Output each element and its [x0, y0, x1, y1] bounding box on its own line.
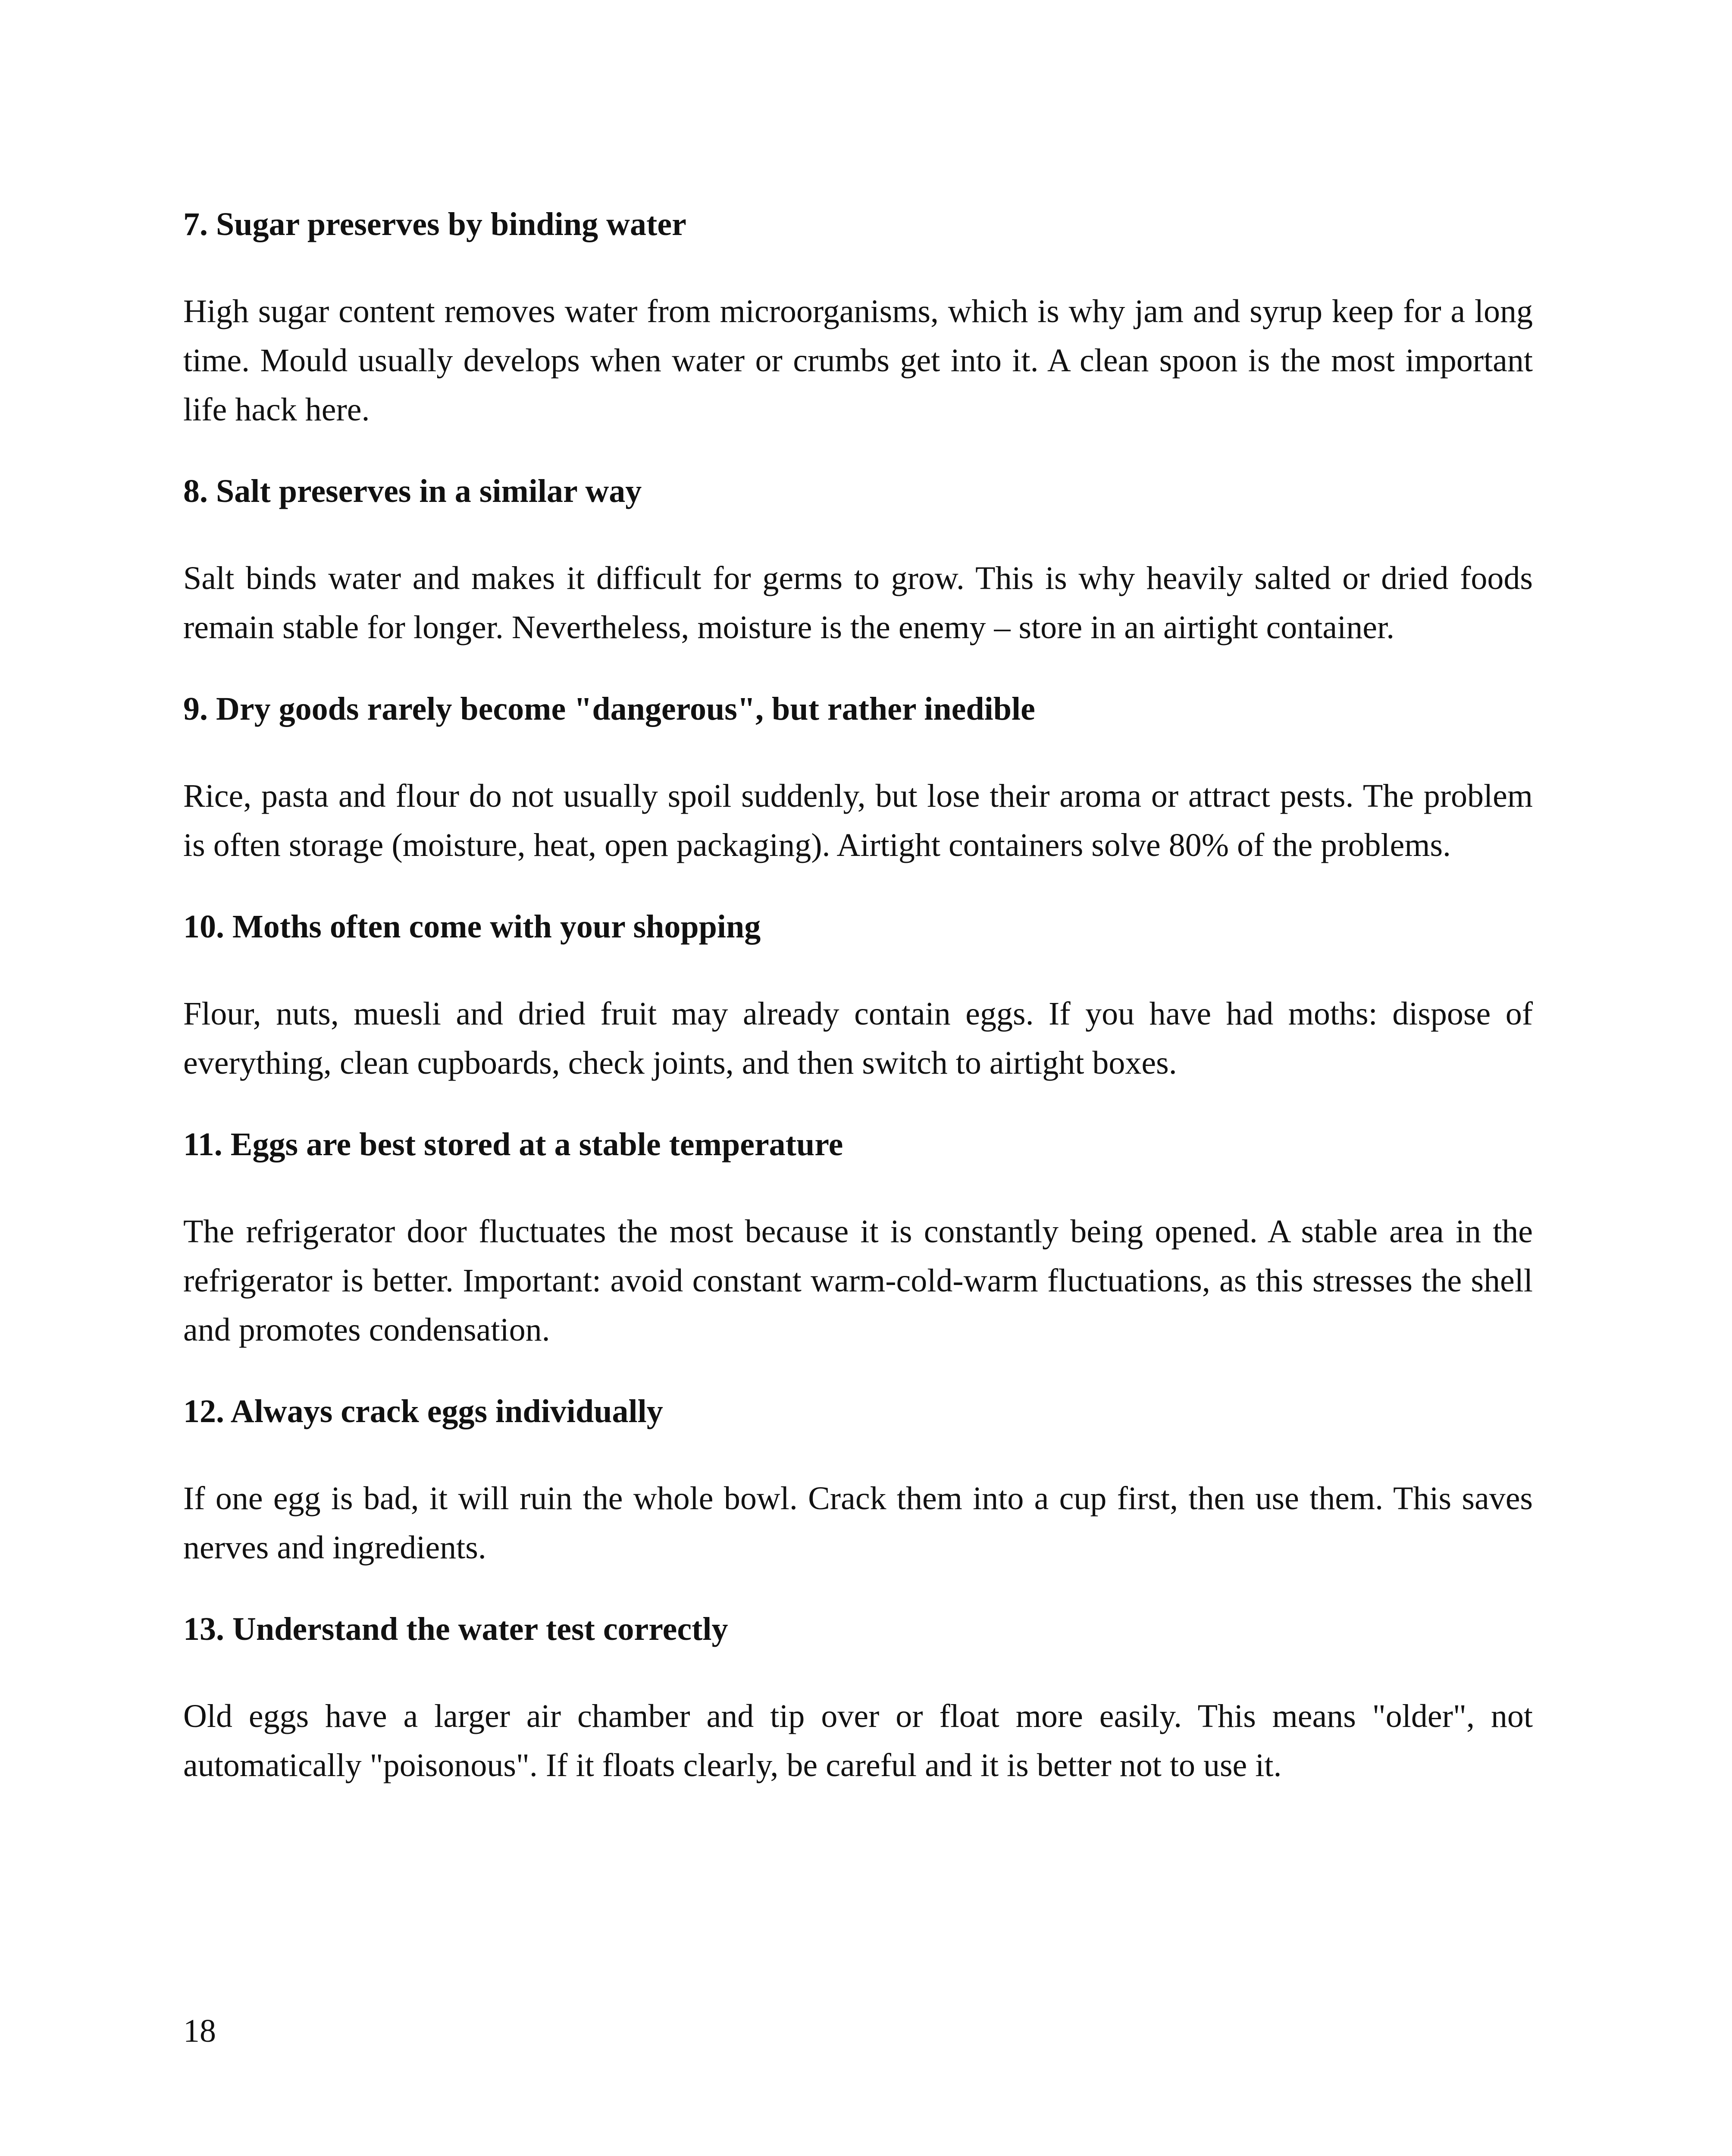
section-8	[183, 470, 1533, 652]
section-heading: 13. Understand the water test correctly	[183, 1611, 728, 1647]
section-9	[183, 687, 1533, 870]
section-body: Flour, nuts, muesli and dried fruit may already contain eggs. If you have had moths: dispose of everything, clean cupboards, check joints, and then switch to airtight boxes.	[183, 996, 1533, 1081]
section-body: Rice, pasta and flour do not usually spoil suddenly, but lose their aroma or attract pests. The problem is often storage (moisture, heat, open packaging). Airtight containers solve 80% of the problems.	[183, 778, 1533, 863]
section-heading: 7. Sugar preserves by binding water	[183, 206, 686, 242]
section-7	[183, 203, 1533, 434]
section-body: Salt binds water and makes it difficult for germs to grow. This is why heavily salted or dried foods remain stable for longer. Nevertheless, moisture is the enemy – store in an airtight container.	[183, 560, 1533, 646]
page-content	[183, 203, 1533, 1825]
section-heading: 12. Always crack eggs individually	[183, 1393, 663, 1429]
section-heading: 9. Dry goods rarely become "dangerous", but rather inedible	[183, 691, 1035, 727]
section-heading: 8. Salt preserves in a similar way	[183, 473, 642, 509]
page-number: 18	[183, 2013, 216, 2049]
section-body: The refrigerator door fluctuates the most because it is constantly being opened. A stable area in the refrigerator is better. Important: avoid constant warm-cold-warm fluctuations, as this stresses the shell and promotes condensation.	[183, 1213, 1533, 1348]
section-10	[183, 905, 1533, 1087]
section-11	[183, 1123, 1533, 1354]
section-body: Old eggs have a larger air chamber and tip over or float more easily. This means "older", not automatically "poisonous". If it floats clearly, be careful and it is better not to use it.	[183, 1698, 1533, 1783]
section-body: If one egg is bad, it will ruin the whole bowl. Crack them into a cup first, then use them. This saves nerves and ingredients.	[183, 1480, 1533, 1566]
section-heading: 10. Moths often come with your shopping	[183, 909, 761, 945]
section-body: High sugar content removes water from microorganisms, which is why jam and syrup keep for a long time. Mould usually develops when water or crumbs get into it. A clean spoon is the most important life hack here.	[183, 293, 1533, 428]
section-13	[183, 1608, 1533, 1790]
section-heading: 11. Eggs are best stored at a stable temperature	[183, 1126, 843, 1163]
section-12	[183, 1390, 1533, 1572]
